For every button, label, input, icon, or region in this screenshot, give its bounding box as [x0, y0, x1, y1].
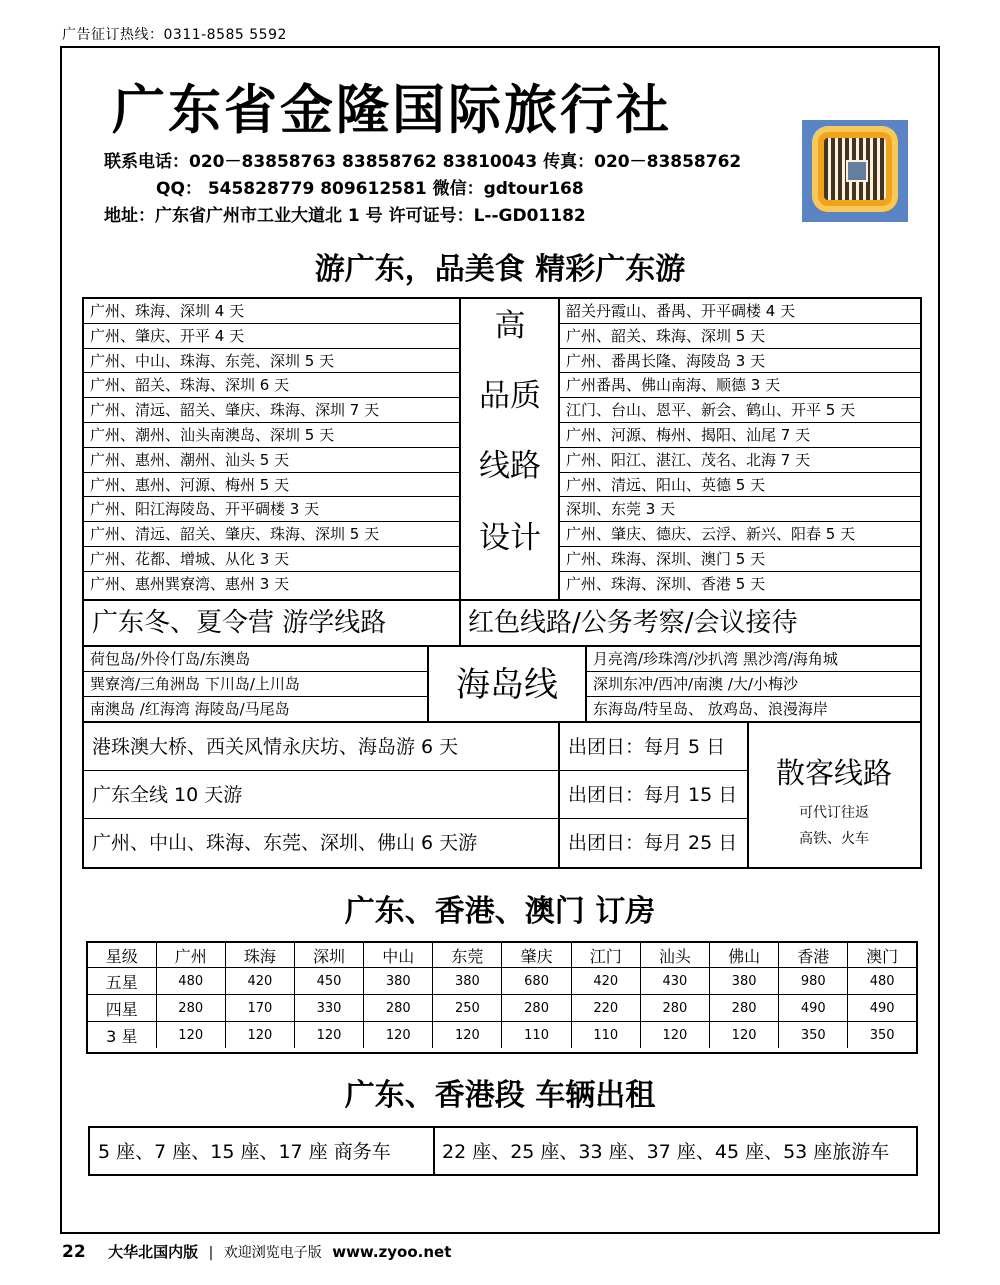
tour-name: 广州、中山、珠海、东莞、深圳、佛山 6 天游 [92, 832, 478, 854]
route-item: 广州、清远、韶关、肇庆、珠海、深圳 5 天 [84, 522, 460, 547]
table-cell: 280 [640, 995, 709, 1022]
table-cell: 280 [710, 995, 779, 1022]
island-item: 月亮湾/珍珠湾/沙扒湾 黑沙湾/海角城 [587, 647, 920, 672]
quality-word: 设计 [479, 520, 541, 556]
camp-label: 广东冬、夏令营 游学线路 [92, 608, 387, 638]
table-header: 星级 [88, 943, 156, 968]
fit-routes-note: 可代订往返 [799, 805, 869, 821]
route-item: 广州、惠州、河源、梅州 5 天 [84, 473, 460, 498]
table-cell: 450 [294, 968, 363, 995]
table-cell: 280 [156, 995, 225, 1022]
wechat-qr-code-image [802, 120, 908, 222]
separator: | [208, 1245, 214, 1261]
table-cell: 430 [640, 968, 709, 995]
company-name: 广东省金隆国际旅行社 [112, 79, 672, 141]
table-cell: 280 [364, 995, 433, 1022]
table-cell: 170 [225, 995, 294, 1022]
table-cell: 420 [571, 968, 640, 995]
route-item: 韶关丹霞山、番禺、开平碉楼 4 天 [560, 299, 920, 324]
welcome-text: 欢迎浏览电子版 [223, 1245, 322, 1261]
island-item: 巽寮湾/三角洲岛 下川岛/上川岛 [84, 672, 428, 697]
divider [558, 723, 560, 867]
table-cell: 330 [294, 995, 363, 1022]
table-cell: 110 [502, 1022, 571, 1049]
table-cell: 五星 [88, 968, 156, 995]
route-item: 广州、潮州、汕头南澳岛、深圳 5 天 [84, 423, 460, 448]
table-header: 澳门 [848, 943, 916, 968]
table-cell: 480 [848, 968, 916, 995]
table-cell: 380 [364, 968, 433, 995]
divider [459, 299, 461, 599]
tour-row [84, 771, 748, 819]
table-cell: 120 [294, 1022, 363, 1049]
address-license-line: 地址：广东省广州市工业大道北 1 号 许可证号：L--GD01182 [104, 206, 586, 226]
route-item: 广州番禺、佛山南海、顺德 3 天 [560, 373, 920, 398]
table-header: 珠海 [225, 943, 294, 968]
table-header: 中山 [364, 943, 433, 968]
table-header: 深圳 [294, 943, 363, 968]
route-item: 广州、阳江、湛江、茂名、北海 7 天 [560, 448, 920, 473]
table-cell: 980 [779, 968, 848, 995]
route-item: 广州、韶关、珠海、深圳 6 天 [84, 373, 460, 398]
quality-word: 线路 [479, 448, 541, 484]
camp-row [82, 601, 922, 647]
island-item: 南澳岛 /红海湾 海陵岛/马尾岛 [90, 700, 290, 718]
hotel-section-title: 广东、香港、澳门 订房 [344, 894, 656, 929]
table-cell: 220 [571, 995, 640, 1022]
table-header: 佛山 [710, 943, 779, 968]
divider [459, 601, 461, 645]
table-cell: 120 [640, 1022, 709, 1049]
tour-departure-date: 出团日：每月 25 日 [568, 832, 738, 854]
red-route-label: 红色线路/公务考察/会议接待 [468, 608, 798, 638]
table-cell: 350 [779, 1022, 848, 1049]
tour-row [84, 723, 748, 771]
island-item: 东海岛/特呈岛、 放鸡岛、浪漫海岸 [593, 700, 828, 718]
fit-routes-title: 散客线路 [775, 756, 892, 790]
table-cell: 四星 [88, 995, 156, 1022]
table-cell: 380 [433, 968, 502, 995]
table-cell: 480 [156, 968, 225, 995]
fit-routes-panel [748, 723, 920, 848]
island-item: 荷包岛/外伶仃岛/东澳岛 [84, 647, 428, 672]
car-section-title: 广东、香港段 车辆出租 [344, 1078, 656, 1113]
quality-word: 高 [494, 308, 526, 344]
table-cell: 120 [364, 1022, 433, 1049]
route-item: 广州、珠海、深圳、澳门 5 天 [560, 547, 920, 572]
table-cell: 120 [225, 1022, 294, 1049]
route-item: 广州、河源、梅州、揭阳、汕尾 7 天 [560, 423, 920, 448]
table-cell: 490 [779, 995, 848, 1022]
table-header: 东莞 [433, 943, 502, 968]
tour-bus-label: 22 座、25 座、33 座、37 座、45 座、53 座旅游车 [442, 1141, 890, 1163]
island-item: 深圳东冲/西冲/南澳 /大/小梅沙 [587, 672, 920, 697]
table-cell: 3 星 [88, 1022, 156, 1049]
route-item: 广州、清远、阳山、英德 5 天 [560, 473, 920, 498]
table-cell: 280 [502, 995, 571, 1022]
route-item: 广州、番禺长隆、海陵岛 3 天 [560, 349, 920, 374]
quality-word: 品质 [479, 378, 541, 414]
page-number: 22 [62, 1242, 86, 1262]
table-row [88, 1022, 916, 1049]
table-cell: 250 [433, 995, 502, 1022]
website-link[interactable]: www.zyoo.net [332, 1243, 452, 1261]
table-cell: 490 [848, 995, 916, 1022]
business-car-label: 5 座、7 座、15 座、17 座 商务车 [98, 1141, 391, 1163]
table-cell: 680 [502, 968, 571, 995]
tour-row [84, 819, 748, 867]
route-item: 广州、肇庆、德庆、云浮、新兴、阳春 5 天 [560, 522, 920, 547]
route-item: 广州、阳江海陵岛、开平碉楼 3 天 [84, 497, 460, 522]
island-routes [82, 645, 922, 723]
ad-hotline: 广告征订热线：0311-8585 5592 [62, 27, 287, 43]
route-item: 广州、花都、增城、从化 3 天 [84, 547, 460, 572]
routes-section-title: 游广东，品美食 精彩广东游 [314, 252, 686, 287]
route-item: 广州、珠海、深圳 4 天 [84, 299, 460, 324]
table-header: 江门 [571, 943, 640, 968]
table-cell: 420 [225, 968, 294, 995]
route-item: 广州、惠州、潮州、汕头 5 天 [84, 448, 460, 473]
hotel-header-row [88, 943, 916, 968]
route-item: 深圳、东莞 3 天 [560, 497, 920, 522]
table-header: 香港 [779, 943, 848, 968]
phone-line: 联系电话：020－83858763 83858762 83810043 传真：020－83858762 [104, 152, 742, 172]
route-item: 广州、清远、韶关、肇庆、珠海、深圳 7 天 [84, 398, 460, 423]
qr-code-icon [824, 138, 886, 200]
qq-wechat-line: QQ： 545828779 809612581 微信：gdtour168 [156, 179, 584, 199]
route-item: 广州、韶关、珠海、深圳 5 天 [560, 324, 920, 349]
table-row [88, 995, 916, 1022]
tour-departure-date: 出团日：每月 15 日 [568, 784, 738, 806]
routes-table [82, 297, 922, 601]
edition-name: 大华北国内版 [108, 1243, 199, 1261]
hotel-price-table [86, 941, 918, 1054]
page-footer [62, 1241, 451, 1262]
scheduled-tours [82, 723, 922, 869]
table-header: 广州 [156, 943, 225, 968]
island-line-title: 海岛线 [456, 665, 558, 705]
route-item: 广州、肇庆、开平 4 天 [84, 324, 460, 349]
route-item: 江门、台山、恩平、新会、鹤山、开平 5 天 [560, 398, 920, 423]
tour-name: 广东全线 10 天游 [92, 784, 243, 806]
route-item: 广州、中山、珠海、东莞、深圳 5 天 [84, 349, 460, 374]
table-cell: 350 [869, 1027, 895, 1043]
routes-right-column [560, 299, 920, 597]
table-cell: 110 [571, 1022, 640, 1049]
route-item: 广州、珠海、深圳、香港 5 天 [566, 574, 766, 593]
fit-routes-note: 高铁、火车 [799, 831, 869, 847]
route-item: 广州、惠州巽寮湾、惠州 3 天 [90, 574, 290, 593]
table-cell: 120 [156, 1022, 225, 1049]
routes-left-column [84, 299, 460, 597]
table-cell: 120 [433, 1022, 502, 1049]
sunflower-frame [818, 132, 892, 206]
table-cell: 120 [710, 1022, 779, 1049]
car-rental-table [88, 1126, 918, 1176]
tour-departure-date: 出团日：每月 5 日 [568, 736, 726, 758]
divider [433, 1128, 435, 1174]
table-cell: 380 [710, 968, 779, 995]
table-header: 汕头 [640, 943, 709, 968]
table-row [88, 968, 916, 995]
table-header: 肇庆 [502, 943, 571, 968]
tour-name: 港珠澳大桥、西关风情永庆坊、海岛游 6 天 [92, 736, 459, 758]
